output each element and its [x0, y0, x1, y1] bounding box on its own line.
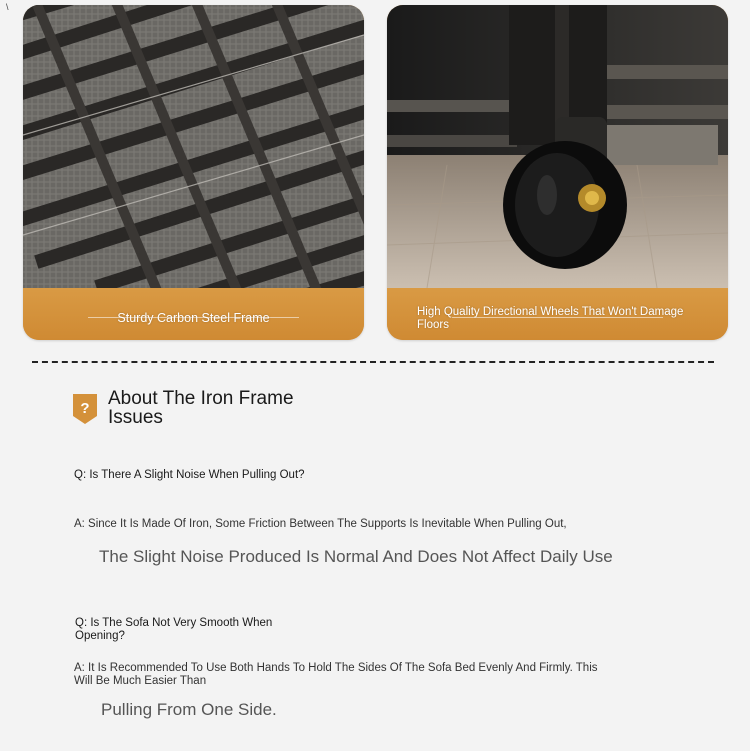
frame-caption: Sturdy Carbon Steel Frame — [117, 311, 270, 325]
corner-mark: \ — [6, 2, 9, 12]
steel-frame-photo — [23, 5, 364, 288]
wheel-card — [387, 5, 728, 340]
faq-answer-1: A: Since It Is Made Of Iron, Some Friction Between The Supports Is Inevitable When Pulling Out, — [74, 518, 567, 530]
wheel-caption-bar — [387, 288, 728, 340]
question-badge-icon — [73, 394, 97, 424]
faq-question-2: Q: Is The Sofa Not Very Smooth When Opening? — [75, 617, 273, 642]
faq-emphasis-1: The Slight Noise Produced Is Normal And Does Not Affect Daily Use — [99, 547, 613, 566]
badge-symbol: ? — [80, 400, 90, 417]
section-title: About The Iron Frame Issues — [108, 388, 294, 428]
frame-card — [23, 5, 364, 340]
faq-answer-2: A: It Is Recommended To Use Both Hands To Hold The Sides Of The Sofa Bed Evenly And Firmly. This Will Be Much Easier Than — [74, 662, 598, 687]
frame-caption-bar — [23, 288, 364, 340]
caster-wheel-photo — [387, 5, 728, 288]
dashed-divider — [32, 361, 714, 363]
faq-emphasis-2: Pulling From One Side. — [101, 700, 277, 719]
wheel-caption: High Quality Directional Wheels That Won't Damage Floors — [417, 306, 684, 331]
faq-question-1: Q: Is There A Slight Noise When Pulling Out? — [74, 469, 305, 481]
